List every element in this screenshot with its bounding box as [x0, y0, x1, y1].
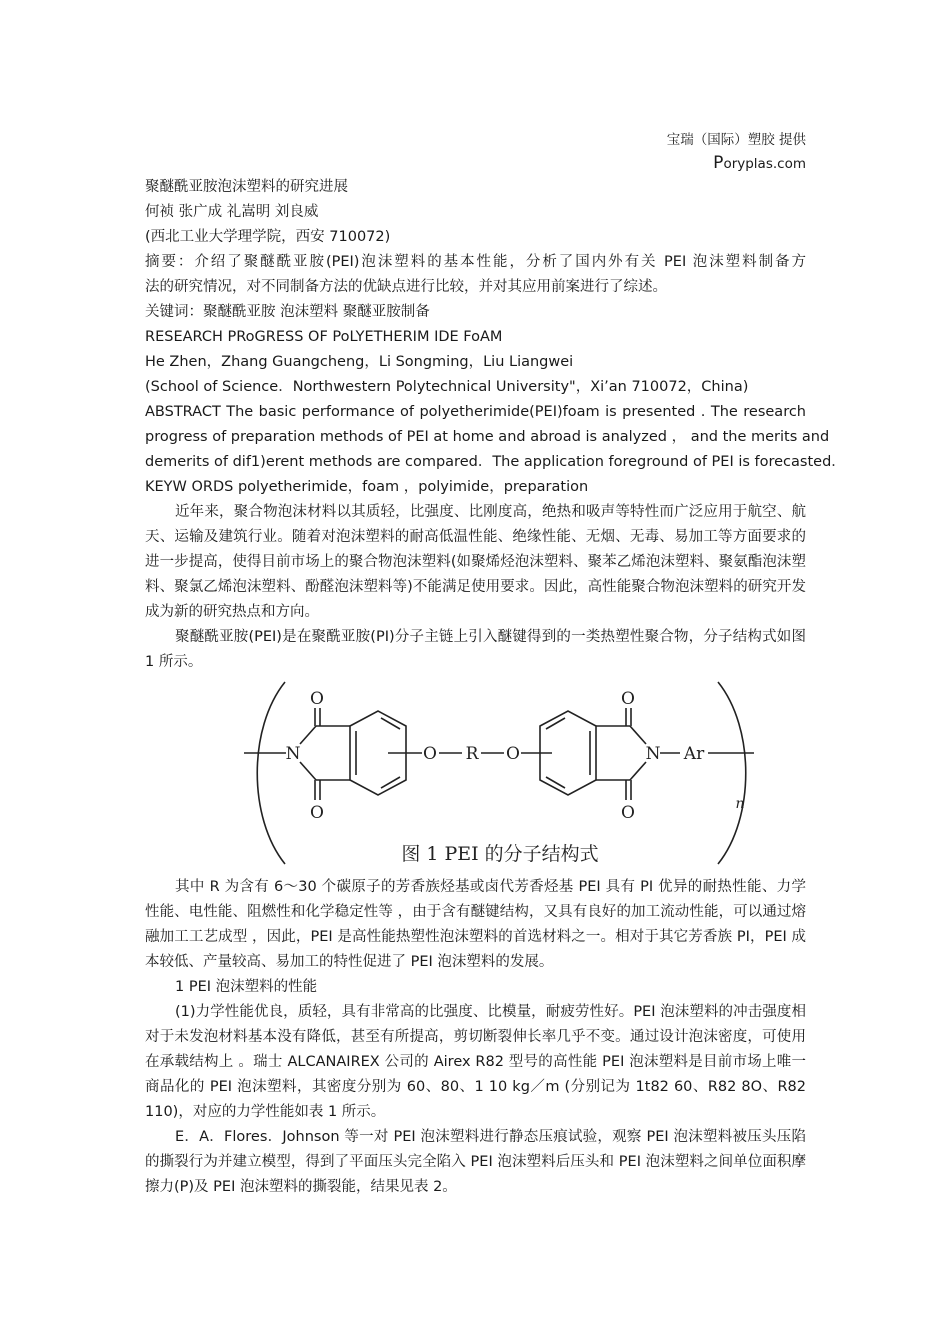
paragraph-mechanical: (1)力学性能优良，质轻，具有非常高的比强度、比模量，耐疲劳性好。PEI 泡沫塑料的冲击强度相对于未发泡材料基本没有降低，甚至有所提高，剪切断裂伸长率几乎不变。通过设计泡沫密度，可使用在承载结构上 。瑞士 ALCANAIREX 公司的 Airex R82 型号的高性能 PEI 泡沫塑料是目前市场上唯一商品化的 PEI 泡沫塑料，其密度分别为 60、80、1 10 kg／m (分别记为 1t82 60、R82 8O、R82 110)，对应的力学性能如表 1 所示。 — [145, 1004, 806, 1120]
abstract-en-line-1: ABSTRACT The basic performance of polyetherimide(PEI)foam is presented . The research — [145, 404, 806, 420]
provider-note: 宝瑞（国际）塑胶 提供 — [666, 132, 806, 148]
affiliation-en: (School of Science．Northwestern Polytechnical University"，Xi’an 710072，China) — [145, 379, 749, 395]
figure-1 — [240, 678, 760, 868]
site-name — [713, 153, 806, 173]
paper-authors: 何祯 张广成 礼嵩明 刘良威 — [145, 204, 319, 220]
atom-o-bottom-right: O — [621, 803, 635, 823]
pei-structure-diagram — [240, 678, 760, 868]
atom-n-left: N — [285, 744, 301, 764]
abstract-cn-line-1: 摘要：介绍了聚醚酰亚胺(PEI)泡沫塑料的基本性能，分析了国内外有关 PEI 泡沫塑料制备方 — [145, 254, 806, 270]
right-bracket-shape — [718, 682, 746, 864]
paragraph-pei-properties: 其中 R 为含有 6～30 个碳原子的芳香族烃基或卤代芳香烃基 PEI 具有 PI 优异的耐热性能、力学性能、电性能、阻燃性和化学稳定性等 ，由于含有醚键结构，又具有良好的加工流动性能，可以通过熔融加工工艺成型 ，因此，PEI 是高性能热塑性泡沫塑料的首选材料之一。相对于其它芳香族 PI，PEI 成本较低、产量较高、易加工的特性促进了 PEI 泡沫塑料的发展。 — [145, 879, 806, 970]
keywords-cn: 关键词：聚醚酰亚胺 泡沫塑料 聚醚亚胺制备 — [145, 304, 430, 320]
paper-title: 聚醚酰亚胺泡沫塑料的研究进展 — [145, 179, 348, 195]
atom-o-bottom-left: O — [310, 803, 324, 823]
paragraph-indentation-test: E．A．Flores．Johnson 等一对 PEI 泡沫塑料进行静态压痕试验，观察 PEI 泡沫塑料被压头压陷的撕裂行为并建立模型，得到了平面压头完全陷入 PEI 泡沫塑料后压头和 PEI 泡沫塑料之间单位面积摩擦力(P)及 PEI 泡沫塑料的撕裂能，结果见表 2。 — [145, 1129, 806, 1195]
figure-caption: 图 1 PEI 的分子结构式 — [401, 843, 599, 865]
abstract-en-line-3: demerits of dif1)erent methods are compared．The application foreground of PEI is forecasted． — [145, 454, 846, 470]
section-heading-1: 1 PEI 泡沫塑料的性能 — [175, 979, 318, 995]
group-ar: Ar — [683, 744, 705, 764]
abstract-cn-line-2: 法的研究情况，对不同制备方法的优缺点进行比较，并对其应用前案进行了综述。 — [145, 279, 667, 295]
keywords-en: KEYW ORDS polyetherimide，foam ，polyimide，preparation — [145, 479, 589, 495]
title-en: RESEARCH PRoGRESS OF PoLYETHERIM IDE FoAM — [145, 329, 503, 345]
paragraph-intro: 近年来，聚合物泡沫材料以其质轻，比强度、比刚度高，绝热和吸声等特性而广泛应用于航空、航天、运输及建筑行业。随着对泡沫塑料的耐高低温性能、绝缘性能、无烟、无毒、易加工等方面要求的进一步提高，使得目前市场上的聚合物泡沫塑料(如聚烯烃泡沫塑料、聚苯乙烯泡沫塑料、聚氨酯泡沫塑料、聚氯乙烯泡沫塑料、酚醛泡沫塑料等)不能满足使用要求。因此，高性能聚合物泡沫塑料的研究开发成为新的研究热点和方向。 — [145, 504, 806, 620]
repeat-subscript-n: n — [735, 796, 745, 812]
atom-o-top-left: O — [310, 689, 324, 709]
site-rest: oryplas.com — [723, 156, 806, 172]
paragraph-pei-definition: 聚醚酰亚胺(PEI)是在聚酰亚胺(PI)分子主链上引入醚键得到的一类热塑性聚合物，分子结构式如图 1 所示。 — [145, 629, 806, 670]
group-r: R — [465, 744, 479, 764]
atom-o-top-right: O — [621, 689, 635, 709]
body-text — [145, 875, 806, 1200]
left-bracket-shape — [257, 682, 285, 864]
atom-o-ether-left: O — [423, 744, 437, 764]
front-matter — [145, 175, 846, 675]
site-initial: P — [713, 153, 724, 173]
abstract-en-line-2: progress of preparation methods of PEI at home and abroad is analyzed ， and the merits and — [145, 429, 830, 445]
atom-o-ether-right: O — [506, 744, 520, 764]
paper-affiliation: (西北工业大学理学院，西安 710072) — [145, 229, 391, 245]
atom-n-right: N — [645, 744, 661, 764]
authors-en: He Zhen，Zhang Guangcheng，Li Songming，Liu Liangwei — [145, 354, 574, 370]
